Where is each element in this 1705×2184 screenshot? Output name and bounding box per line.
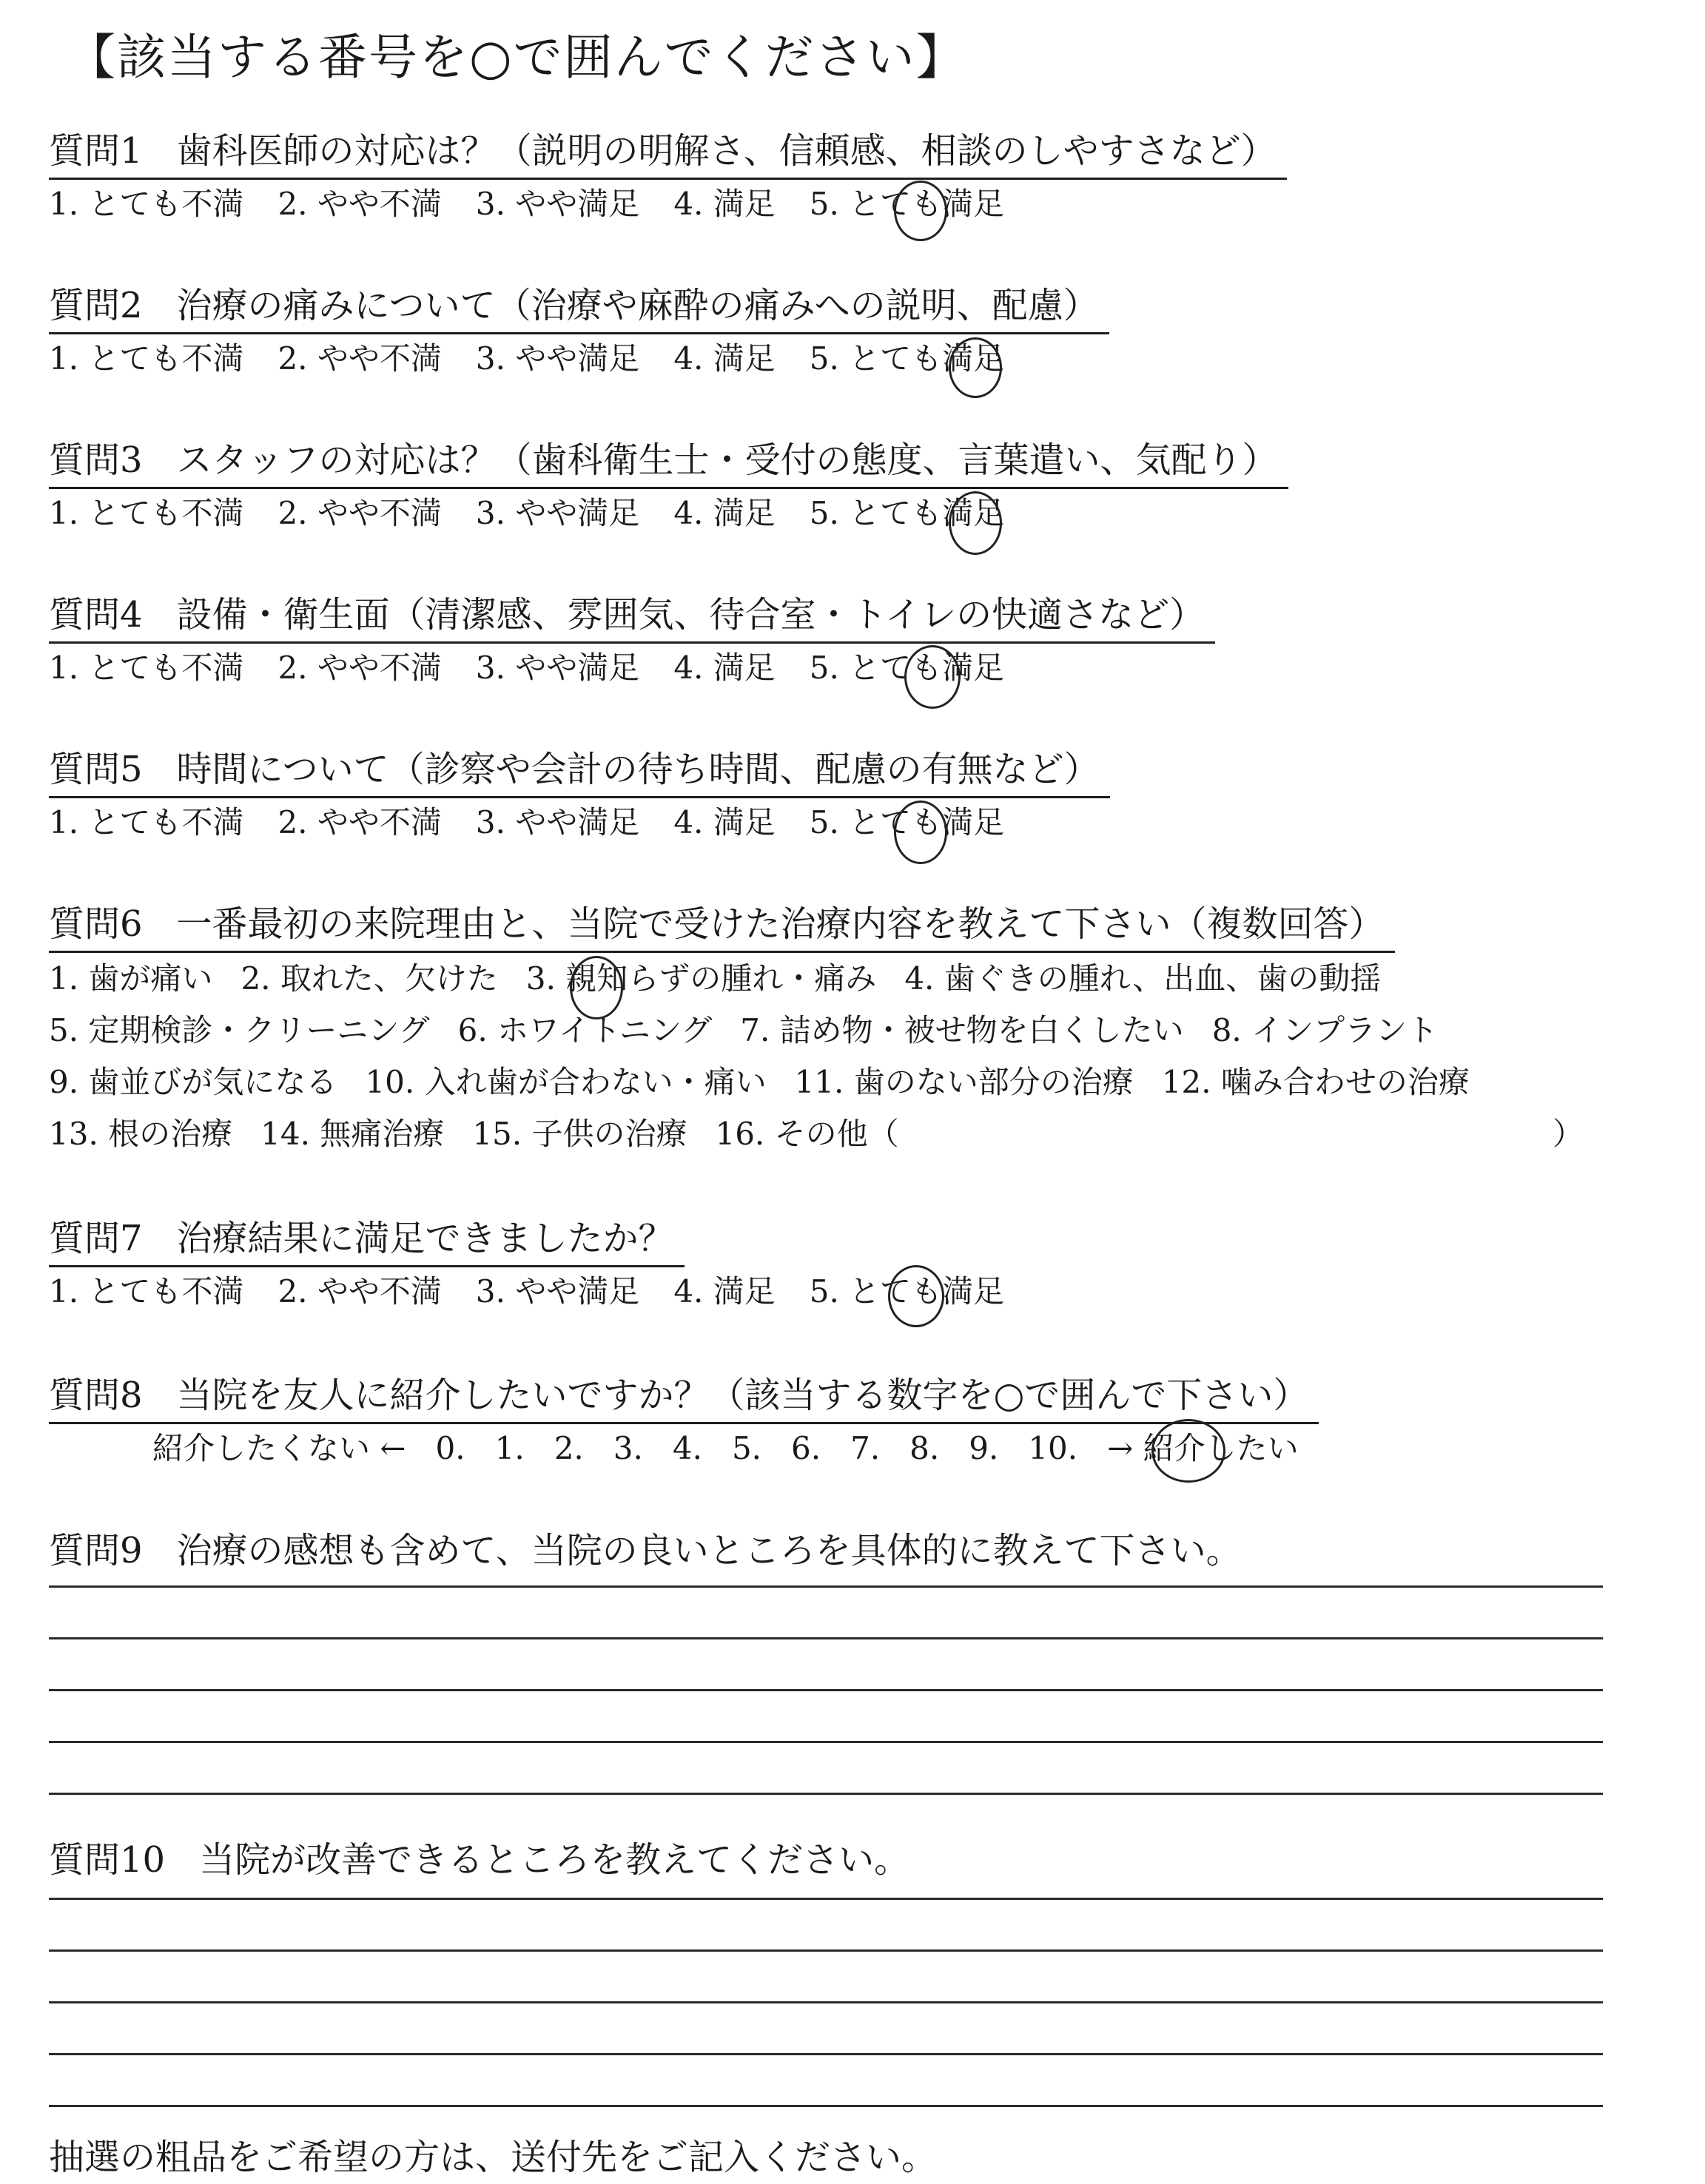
question-number: 質問8 — [49, 1375, 143, 1416]
answer-line[interactable] — [49, 1585, 1603, 1588]
option-1[interactable]: 1. とても不満 — [49, 340, 244, 377]
option-5[interactable]: 5. とても満足 — [809, 495, 1005, 531]
question-number: 質問4 — [49, 594, 143, 636]
option-6[interactable]: 6. ホワイトニング — [457, 1012, 713, 1048]
option-2[interactable]: 2. やや不満 — [278, 650, 442, 686]
answer-line[interactable] — [49, 1741, 1603, 1743]
option-4[interactable]: 4. 満足 — [673, 650, 776, 686]
question-7 — [49, 1212, 1038, 1316]
question-8 — [49, 1369, 1328, 1473]
option-5[interactable]: 5. とても満足 — [809, 650, 1005, 686]
option-4[interactable]: 4. 歯ぐきの腫れ、出血、歯の動揺 — [904, 960, 1382, 997]
option-2[interactable]: 2. 取れた、欠けた — [241, 960, 498, 997]
page-title: 【該当する番号を○で囲んでください】 — [67, 29, 966, 86]
options-row — [49, 953, 1498, 1005]
question-number: 質問10 — [49, 1839, 166, 1881]
question-title — [49, 1212, 685, 1267]
scale-1[interactable]: 1. — [494, 1430, 525, 1466]
question-title — [49, 588, 1215, 644]
option-1[interactable]: 1. 歯が痛い — [49, 960, 213, 997]
option-3[interactable]: 3. やや満足 — [475, 495, 640, 531]
question-number: 質問3 — [49, 439, 143, 481]
question-title — [49, 124, 1287, 180]
question-number: 質問6 — [49, 903, 143, 945]
question-title — [49, 1524, 1242, 1577]
option-3[interactable]: 3. やや満足 — [475, 804, 640, 840]
option-5[interactable]: 5. 定期検診・クリーニング — [49, 1012, 430, 1048]
scale-2[interactable]: 2. — [554, 1430, 584, 1466]
question-10 — [49, 1833, 909, 1887]
question-number: 質問9 — [49, 1530, 143, 1571]
answer-options — [49, 1267, 1038, 1316]
option-5[interactable]: 5. とても満足 — [809, 1273, 1005, 1310]
question-1 — [49, 124, 1287, 229]
option-11[interactable]: 11. 歯のない部分の治療 — [794, 1064, 1134, 1100]
question-3 — [49, 434, 1288, 538]
question-text: 治療の痛みについて（治療や麻酔の痛みへの説明、配慮） — [176, 285, 1099, 326]
option-2[interactable]: 2. やや不満 — [278, 1273, 442, 1310]
answer-line[interactable] — [49, 1949, 1603, 1952]
option-2[interactable]: 2. やや不満 — [278, 186, 442, 222]
scale-5[interactable]: 5. — [731, 1430, 762, 1466]
question-title — [49, 897, 1395, 953]
question-number: 質問1 — [49, 130, 143, 172]
option-1[interactable]: 1. とても不満 — [49, 804, 244, 840]
option-13[interactable]: 13. 根の治療 — [49, 1116, 233, 1152]
question-4 — [49, 588, 1215, 692]
option-12[interactable]: 12. 噛み合わせの治療 — [1161, 1064, 1470, 1100]
option-2[interactable]: 2. やや不満 — [278, 804, 442, 840]
option-10[interactable]: 10. 入れ歯が合わない・痛い — [365, 1064, 767, 1100]
answer-options — [49, 953, 1584, 1160]
scale-label-low: 紹介したくない ← — [152, 1430, 406, 1466]
answer-line[interactable] — [49, 2001, 1603, 2003]
scale-10[interactable]: 10. — [1028, 1430, 1078, 1466]
question-5 — [49, 743, 1110, 847]
option-3[interactable]: 3. やや満足 — [475, 186, 640, 222]
option-3[interactable]: 3. やや満足 — [475, 1273, 640, 1310]
scale-8[interactable]: 8. — [909, 1430, 940, 1466]
question-text: 一番最初の来院理由と、当院で受けた治療内容を教えて下さい（複数回答） — [176, 903, 1385, 945]
option-5[interactable]: 5. とても満足 — [809, 804, 1005, 840]
options-row — [49, 1056, 1498, 1108]
question-title — [49, 1369, 1319, 1424]
scale-3[interactable]: 3. — [613, 1430, 643, 1466]
question-text: 治療結果に満足できましたか？ — [176, 1218, 674, 1259]
option-3[interactable]: 3. やや満足 — [475, 340, 640, 377]
recommend-scale — [152, 1424, 1328, 1473]
options-row — [49, 1108, 1584, 1160]
option-16[interactable]: 16. その他（ — [715, 1116, 899, 1152]
question-title — [49, 434, 1288, 489]
option-4[interactable]: 4. 満足 — [673, 1273, 776, 1310]
option-3[interactable]: 3. 親知らずの腫れ・痛み — [525, 960, 877, 997]
option-5[interactable]: 5. とても満足 — [809, 186, 1005, 222]
option-15[interactable]: 15. 子供の治療 — [472, 1116, 687, 1152]
option-8[interactable]: 8. インプラント — [1211, 1012, 1439, 1048]
option-4[interactable]: 4. 満足 — [673, 186, 776, 222]
option-4[interactable]: 4. 満足 — [673, 804, 776, 840]
option-1[interactable]: 1. とても不満 — [49, 650, 244, 686]
option-4[interactable]: 4. 満足 — [673, 340, 776, 377]
answer-line[interactable] — [49, 1637, 1603, 1639]
question-9 — [49, 1524, 1242, 1577]
answer-line[interactable] — [49, 1793, 1603, 1795]
scale-4[interactable]: 4. — [672, 1430, 702, 1466]
footer-note: 抽選の粗品をご希望の方は、送付先をご記入ください。 — [49, 2137, 938, 2178]
answer-line[interactable] — [49, 2053, 1603, 2055]
option-7[interactable]: 7. 詰め物・被せ物を白くしたい — [740, 1012, 1184, 1048]
answer-options — [49, 180, 1287, 229]
scale-7[interactable]: 7. — [850, 1430, 881, 1466]
question-title — [49, 279, 1109, 334]
question-text: 歯科医師の対応は？（説明の明解さ、信頼感、相談のしやすさなど） — [176, 130, 1277, 172]
question-text: 設備・衛生面（清潔感、雰囲気、待合室・トイレの快適さなど） — [176, 594, 1205, 636]
answer-options — [49, 334, 1109, 383]
scale-9[interactable]: 9. — [969, 1430, 999, 1466]
question-number: 質問7 — [49, 1218, 143, 1259]
answer-line[interactable] — [49, 1689, 1603, 1691]
option-1[interactable]: 1. とても不満 — [49, 186, 244, 222]
question-number: 質問2 — [49, 285, 143, 326]
answer-line[interactable] — [49, 2105, 1603, 2107]
scale-0[interactable]: 0. — [435, 1430, 465, 1466]
question-6 — [49, 897, 1584, 1160]
answer-line[interactable] — [49, 1898, 1603, 1900]
question-title — [49, 1833, 909, 1887]
option-14[interactable]: 14. 無痛治療 — [260, 1116, 445, 1152]
option-2[interactable]: 2. やや不満 — [278, 495, 442, 531]
question-title — [49, 743, 1110, 798]
option-2[interactable]: 2. やや不満 — [278, 340, 442, 377]
question-text: 当院が改善できるところを教えてください。 — [199, 1839, 910, 1881]
answer-options — [49, 798, 1110, 847]
option-9[interactable]: 9. 歯並びが気になる — [49, 1064, 337, 1100]
answer-options — [49, 489, 1288, 538]
other-close-paren: ） — [1553, 1116, 1584, 1152]
scale-6[interactable]: 6. — [791, 1430, 821, 1466]
option-5[interactable]: 5. とても満足 — [809, 340, 1005, 377]
option-1[interactable]: 1. とても不満 — [49, 495, 244, 531]
question-text: 当院を友人に紹介したいですか？（該当する数字を○で囲んで下さい） — [176, 1375, 1309, 1416]
question-text: 時間について（診察や会計の待ち時間、配慮の有無など） — [176, 749, 1100, 790]
option-3[interactable]: 3. やや満足 — [475, 650, 640, 686]
question-2 — [49, 279, 1109, 383]
question-text: スタッフの対応は？（歯科衛生士・受付の態度、言葉遣い、気配り） — [176, 439, 1278, 481]
options-row — [49, 1005, 1498, 1056]
scale-label-high: → 紹介したい — [1107, 1430, 1299, 1466]
option-4[interactable]: 4. 満足 — [673, 495, 776, 531]
option-1[interactable]: 1. とても不満 — [49, 1273, 244, 1310]
answer-options — [49, 644, 1215, 692]
question-text: 治療の感想も含めて、当院の良いところを具体的に教えて下さい。 — [176, 1530, 1242, 1571]
question-number: 質問5 — [49, 749, 143, 790]
